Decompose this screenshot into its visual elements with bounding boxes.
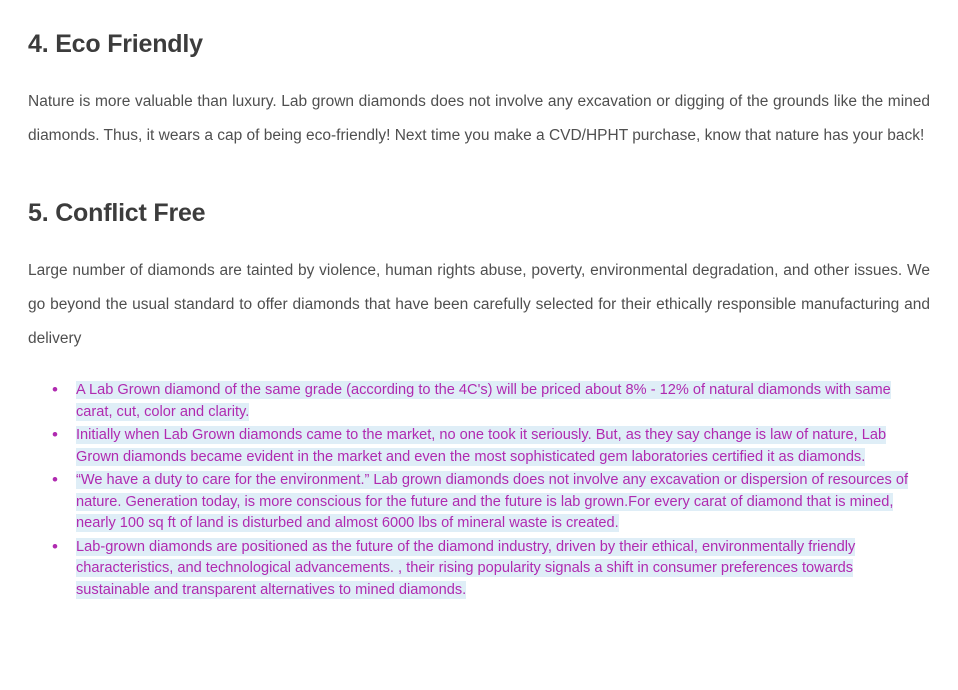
list-item [48, 470, 930, 535]
section-heading-eco-friendly: 4. Eco Friendly [28, 30, 203, 58]
paragraph-eco-friendly: Nature is more valuable than luxury. Lab grown diamonds does not involve any excavation or digging of the grounds like the mined diamonds. Thus, it wears a cap of being eco-friendly! Next time you make a CVD/HPHT purchase, know that nature has your back! [28, 93, 930, 144]
list-item-text: A Lab Grown diamond of the same grade (according to the 4C's) will be priced about 8% - 12% of natural diamonds with same carat, cut, color and clarity. [76, 382, 891, 420]
list-item-text: “We have a duty to care for the environment.” Lab grown diamonds does not involve any excavation or dispersion of resources of nature. Generation today, is more conscious for the future and the future is lab grown.For every carat of diamond that is mined, nearly 100 sq ft of land is disturbed and almost 6000 lbs of mineral waste is created. [76, 472, 909, 531]
paragraph-conflict-free: Large number of diamonds are tainted by violence, human rights abuse, poverty, environmental degradation, and other issues. We go beyond the usual standard to offer diamonds that have been carefully selected for their ethically responsible manufacturing and delivery [28, 262, 930, 347]
section-heading-conflict-free: 5. Conflict Free [28, 199, 206, 227]
list-item [48, 537, 930, 602]
highlighted-bullet-list [28, 380, 930, 601]
list-item-text: Lab-grown diamonds are positioned as the future of the diamond industry, driven by their ethical, environmentally friendly characteristics, and technological advancements. , their rising popularity signals a shift in consumer preferences towards sustainable and transparent alternatives to mined diamonds. [76, 538, 856, 598]
list-item-text: Initially when Lab Grown diamonds came to the market, no one took it seriously. But, as they say change is law of nature, Lab Grown diamonds became evident in the market and even the most sophisticated gem laboratories certified it as diamonds. [76, 427, 887, 465]
list-item [48, 380, 930, 423]
list-item [48, 425, 930, 468]
